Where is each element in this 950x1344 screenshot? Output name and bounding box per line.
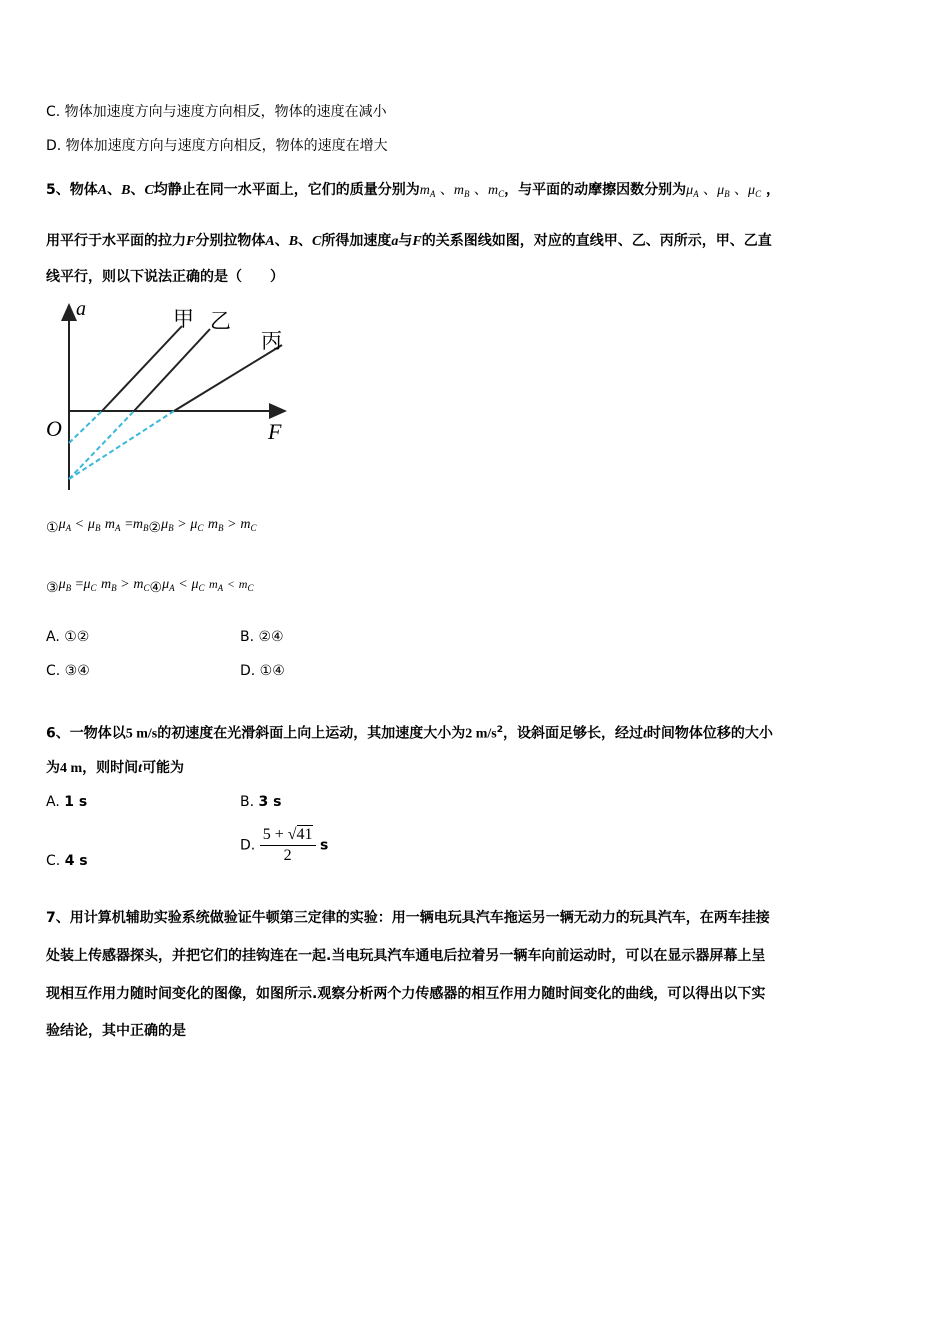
q6-line-2: 为4 m，则时间t可能为 [46, 760, 185, 776]
line-bing [174, 345, 282, 411]
q7-line-3: 现相互作用力随时间变化的图像，如图所示.观察分析两个力传感器的相互作用力随时间变化的曲线，可以得出以下实 [46, 986, 766, 1002]
origin-label: O [46, 416, 62, 441]
q5-option-b[interactable]: B. ②④ [240, 629, 284, 645]
line-jia-ext [69, 411, 102, 443]
label-bing: 丙 [261, 329, 282, 353]
q5-option-a[interactable]: A. ①② [46, 629, 90, 645]
q7-line-2: 处装上传感器探头，并把它们的挂钩连在一起.当电玩具汽车通电后拉着另一辆车向前运动时，可以在显示器屏幕上呈 [46, 948, 766, 964]
q6-line-1: 6、一物体以5 m/s的初速度在光滑斜面上向上运动，其加速度大小为2 $m/s^2$，设斜面足够长，经过t时间物体位移的大小 [46, 725, 773, 742]
label-jia: 甲 [173, 307, 194, 331]
q5-statements-3-4: $③\mu_B =\mu_C$ $m_B$ > $m_C④\mu_A < \mu_C$ $m_A < m_C$ [46, 577, 254, 596]
q5-option-d[interactable]: D. ①④ [240, 663, 285, 679]
label-yi: 乙 [210, 309, 231, 333]
q7-line-1: 7、用计算机辅助实验系统做验证牛顿第三定律的实验：用一辆电玩具汽车拖运另一辆无动力的玩具汽车，在两车挂接 [46, 910, 770, 926]
q5-a-f-graph [40, 295, 300, 495]
line-yi [134, 329, 210, 411]
line-bing-ext [69, 411, 174, 479]
prev-option-d: D. 物体加速度方向与速度方向相反，物体的速度在增大 [46, 138, 388, 154]
q6-option-a[interactable]: A. 1 s [46, 794, 88, 810]
q5-option-c[interactable]: C. ③④ [46, 663, 90, 679]
q5-line-3: 线平行，则以下说法正确的是（ ） [46, 269, 284, 285]
x-axis-label: F [268, 419, 282, 444]
q5-line-1: 5、物体A、B、C均静止在同一水平面上，它们的质量分别为$m_A$ 、$m_B$ 、$m_C$，与平面的动摩擦因数分别为$\mu_A$ 、$\mu_B$ 、$\mu_C$ ， [46, 182, 780, 199]
q5-line-2: 用平行于水平面的拉力F分别拉物体A、B、C所得加速度a与F的关系图线如图，对应的直线甲、乙、丙所示，甲、乙直 [46, 233, 772, 249]
line-jia [102, 326, 182, 411]
q5-number: 5、 [46, 182, 70, 198]
fraction: $\frac{5 + √41}{2}$ [260, 826, 316, 865]
q6-option-b[interactable]: B. 3 s [240, 794, 282, 810]
y-axis-label: a [76, 298, 86, 320]
q5-statements-1-2: $①\mu_A < \mu_B$ $m_A$ $=m_B②\mu_B > \mu_C$ $m_B > m_C$ [46, 517, 257, 536]
prev-option-c: C. 物体加速度方向与速度方向相反，物体的速度在减小 [46, 104, 387, 120]
q7-line-4: 验结论，其中正确的是 [46, 1023, 186, 1039]
q6-option-d[interactable]: D. $\frac{5 + √41}{2}$ s [240, 826, 329, 864]
q7-number: 7、 [46, 910, 70, 926]
q6-option-c[interactable]: C. 4 s [46, 853, 88, 869]
q6-number: 6、 [46, 725, 70, 742]
line-yi-ext [69, 411, 134, 479]
